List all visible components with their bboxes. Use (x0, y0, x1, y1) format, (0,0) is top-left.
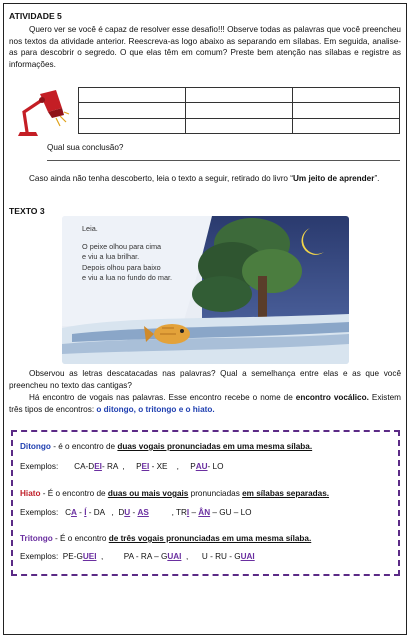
hint-paragraph: Caso ainda não tenha descoberto, leia o texto a seguir, retirado do livro “Um jeito de aprender”. (29, 174, 380, 183)
fish-moon-illustration (62, 216, 349, 364)
conclusion-prompt: Qual sua conclusão? (47, 143, 124, 152)
poem-line: e viu a lua no fundo do mar. (82, 273, 173, 282)
syllable-table (78, 87, 400, 134)
table-cell[interactable] (293, 118, 400, 133)
tritongo-term: Tritongo (20, 534, 53, 543)
example-word: PE-GUEI (62, 552, 97, 561)
ditongo-examples: Exemplos: CA-DEI- RA , PEI - XE , PAU- LO (20, 462, 224, 471)
tritongo-definition: Tritongo - É o encontro de três vogais pronunciadas em uma mesma sílaba. (20, 534, 312, 543)
desk-lamp-icon (12, 88, 70, 140)
text3-heading: TEXTO 3 (9, 206, 45, 216)
table-cell[interactable] (79, 118, 186, 133)
table-cell[interactable] (186, 118, 293, 133)
hiato-term: Hiato (20, 489, 41, 498)
explanation-paragraph: Há encontro de vogais nas palavras. Esse encontro recebe o nome de encontro vocálico. Existem três tipos de encontros: o ditongo, o tritongo e o hiato. (9, 393, 401, 414)
example-word: PA - RA – GUAI (123, 552, 182, 561)
example-word: DU - AS (118, 508, 149, 517)
table-cell[interactable] (293, 103, 400, 118)
table-cell[interactable] (186, 103, 293, 118)
book-title: Um jeito de aprender (292, 174, 375, 183)
example-word: PEI - XE (136, 462, 168, 471)
table-cell[interactable] (186, 88, 293, 103)
conclusion-answer-line[interactable] (47, 160, 400, 161)
poem-line: O peixe olhou para cima (82, 241, 162, 251)
poem-text (82, 224, 172, 284)
poem-line: Leia. (82, 224, 98, 233)
table-cell[interactable] (79, 103, 186, 118)
encontro-vocalico-term: encontro vocálico. (295, 393, 369, 402)
example-word: CA-DEI- RA (74, 462, 118, 471)
table-cell[interactable] (79, 88, 186, 103)
tritongo-examples: Exemplos: PE-GUEI , PA - RA – GUAI , U - RU - GUAI (20, 552, 255, 561)
ditongo-definition: Ditongo - é o encontro de duas vogais pronunciadas em uma mesma sílaba. (20, 442, 313, 451)
poem-line: e viu a lua brilhar. (82, 252, 140, 261)
question-paragraph: Observou as letras descatacadas nas palavras? Qual a semelhança entre elas e as que você preencheu no texto das cantigas? (9, 369, 401, 390)
example-word: CA - Í - DA (65, 508, 105, 517)
activity-instructions: Quero ver se você é capaz de resolver esse desafio!!! Observe todas as palavras que você preencheu nos textos da atividade anterior. Reescreva-as logo abaixo as separando em sílabas. Em seguida, analise-as para descobrir o segredo. O que elas têm em comum? Preste bem atenção nas sílabas e registre as informações. (9, 25, 401, 69)
encounter-types: o ditongo, o tritongo e o hiato. (96, 404, 215, 414)
ditongo-term: Ditongo (20, 442, 51, 451)
example-word: U - RU - GUAI (201, 552, 255, 561)
hiato-examples: Exemplos: CA - Í - DA , DU - AS , TRI – ÂN – GU – LO (20, 508, 252, 517)
activity-title: ATIVIDADE 5 (9, 11, 62, 21)
hiato-definition: Hiato - É o encontro de duas ou mais vogais pronunciadas em sílabas separadas. (20, 489, 330, 498)
poem-line: Depois olhou para baixo (82, 262, 161, 272)
example-word: TRI – ÂN – GU – LO (175, 508, 252, 517)
example-word: PAU- LO (190, 462, 224, 471)
table-cell[interactable] (293, 88, 400, 103)
